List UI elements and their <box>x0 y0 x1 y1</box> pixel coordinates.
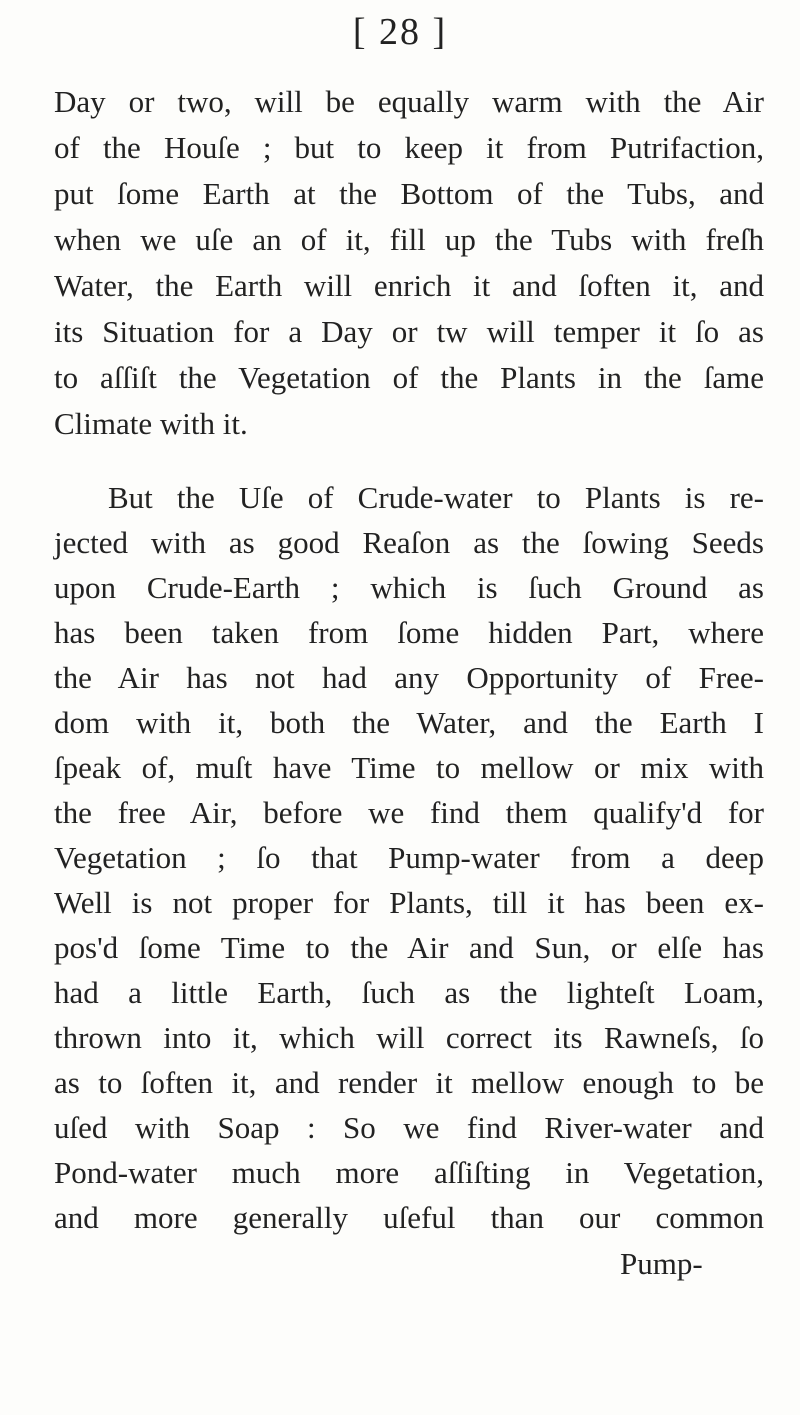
text-line: of the Houſe ; but to keep it from Putrifaction, <box>54 130 764 165</box>
text-line: Day or two, will be equally warm with the Air <box>54 84 764 119</box>
text-line: Vegetation ; ſo that Pump-water from a deep <box>54 840 764 875</box>
text-line: put ſome Earth at the Bottom of the Tubs, and <box>54 176 764 211</box>
text-line: Pond-water much more aſſiſting in Vegetation, <box>54 1155 764 1190</box>
text-line: Well is not proper for Plants, till it has been ex- <box>54 885 764 920</box>
text-line: had a little Earth, ſuch as the lighteſt Loam, <box>54 975 764 1010</box>
text-line: the free Air, before we find them qualify'd for <box>54 795 764 830</box>
text-line: Climate with it. <box>54 406 248 441</box>
text-line: Water, the Earth will enrich it and ſoften it, and <box>54 268 764 303</box>
text-line: pos'd ſome Time to the Air and Sun, or elſe has <box>54 930 764 965</box>
text-line: has been taken from ſome hidden Part, where <box>54 615 764 650</box>
text-line: the Air has not had any Opportunity of Free- <box>54 660 764 695</box>
page-number: [ 28 ] <box>352 11 448 53</box>
text-line: and more generally uſeful than our common <box>54 1200 764 1235</box>
text-line: to aſſiſt the Vegetation of the Plants in the ſame <box>54 360 764 395</box>
text-line: its Situation for a Day or tw will temper it ſo as <box>54 314 764 349</box>
text-line: ſpeak of, muſt have Time to mellow or mix with <box>54 750 764 785</box>
text-line: thrown into it, which will correct its Rawneſs, ſo <box>54 1020 764 1055</box>
text-line: as to ſoften it, and render it mellow enough to be <box>54 1065 764 1100</box>
text-line: But the Uſe of Crude-water to Plants is re- <box>108 480 764 515</box>
text-line: jected with as good Reaſon as the ſowing Seeds <box>54 525 764 560</box>
text-line: upon Crude-Earth ; which is ſuch Ground as <box>54 570 764 605</box>
text-line: dom with it, both the Water, and the Earth I <box>54 705 764 740</box>
text-line: uſed with Soap : So we find River-water and <box>54 1110 764 1145</box>
text-line: when we uſe an of it, fill up the Tubs with freſh <box>54 222 764 257</box>
catchword: Pump- <box>620 1246 703 1281</box>
